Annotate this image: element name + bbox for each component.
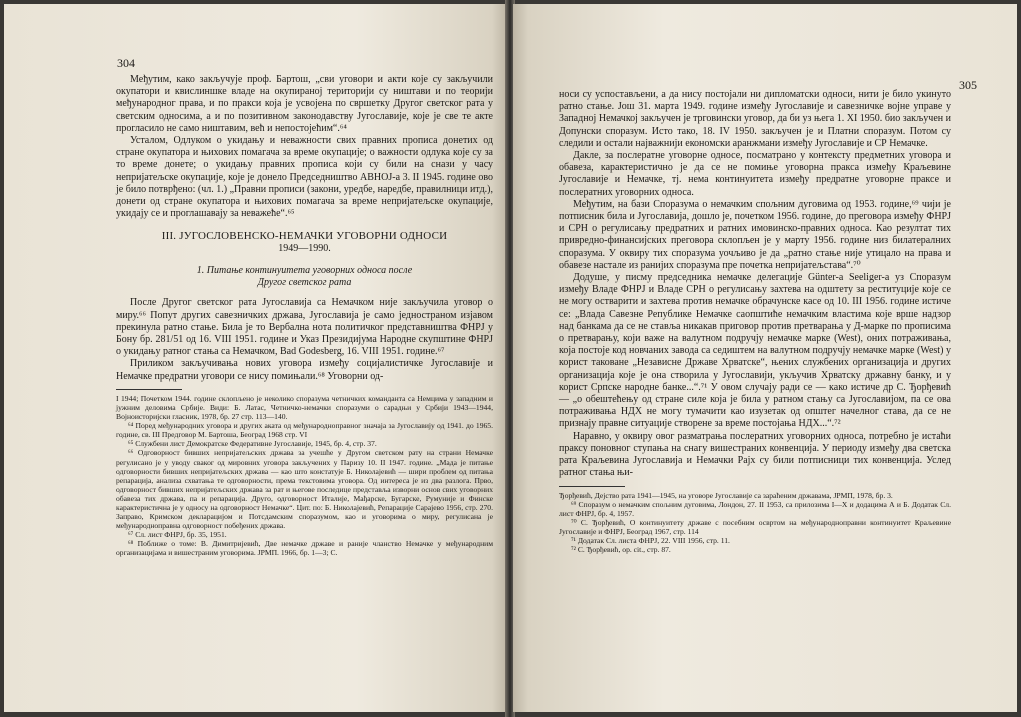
footnote: ⁶⁹ Споразум о немачким спољним дуговима, Лондон, 27. II 1953, са прилозима I—X и додацима А и Б. Додатак Сл. лист ФНРЈ, бр. 4, 1957. — [559, 499, 951, 518]
left-paragraph: Међутим, како закључује проф. Бартош, „сви уговори и акти које су закључили окупатори и квислиншке владе на окупираној територији су ништави и по теорији међународног права, и по пракси која је усвојена по свршетку Другог светског рата у светским односима, а и по позитивном законодавству Југославије, које је све те акте прогласило не само ништавим, већ и непостојећим“.⁶⁴ — [116, 74, 493, 134]
subsection-title-line2: Другог светског рата — [257, 277, 352, 289]
footnote-divider — [116, 389, 182, 390]
right-paragraph: носи су успостављени, а да нису постојали ни дипломатски односи, нити је било укинуто ратно стање. Још 31. марта 1949. године између Југославије и савезничке војне управе у Западној Немачкој закључен је трговински уговор, да би уз њега 1. XI 1950. био закључен и Допунски споразум. Исто тако, 18. IV 1950. закључен је и Платни споразум. Потом су следили и остали најважнији економски аранжмани између Југославије и СР Немачке. — [559, 89, 951, 149]
section-title: III. ЈУГОСЛОВЕНСКО-НЕМАЧКИ УГОВОРНИ ОДНОСИ — [161, 230, 448, 243]
left-page-number: 304 — [117, 56, 135, 70]
footnote: ⁶⁵ Службени лист Демократске Федеративне Југославије, 1945, бр. 4, стр. 37. — [128, 439, 377, 449]
left-page — [4, 4, 507, 712]
right-paragraph: Међутим, на бази Споразума о немачким спољним дуговима од 1953. године,⁶⁹ чији је потписник била и Југославија, дошло је, почетком 1956. године, до преговора између ФНРЈ и СРН о регулисању предратних и ратних имовинско-правних односа. Као резултат тих привредно-финансијских преговора склопљен је у марту 1956. године низ билатералних споразума. У оквиру тих споразума уочљиво је да „ратно стање није утицало на права и обавезе настале из ранијих споразума пре почетка непријатељстава“.⁷⁰ — [559, 198, 951, 271]
subsection-title-line1: 1. Питање континуитета уговорних односа после — [196, 265, 413, 277]
footnote: ⁶⁶ Одговорност бивших непријатељских држава за учешће у Другом светском рату на страни Немачке регулисано је у уводу сваког од мировних уговора закључених у Паризу 10. II 1947. године. „Мада је питање одговорности бивших непријатељских држава — као што констатује Б. Николајевић — шири проблем од питања репарација, анализа схватања те одговорности, према текстовима уговора. Од интереса је из два разлога. Прво, одговорност бивших непријатељских држава за рат и његове последице представља изворни основ свих уговорних обавеза тих држава, па и репарација. Друго, одговорност Италије, Мађарске, Бугарске, Румуније и Финске карактеристична је у односу на одговорност Немачке“. Цит. по: Б. Николајевић, Репарације Сарајево 1956, стр. 270. Заправо, Кримском декларацијом и Потсдамским споразумом, као и уговорима о миру, регулисана је међународноправна одговорност побеђених држава. — [116, 448, 493, 531]
left-paragraph: Усталом, Одлуком о укидању и неважности свих правних прописа донетих од стране окупатора и њихових помагача за време окупације; о важности одлука које су за то време донете; о укидању правних прописа који су били на снази у часу непријатељске окупације, које је донело Председништво АВНОЈ-а 3. II 1945. године ово је било потврђено: (чл. 1.) „Правни прописи (закони, уредбе, наредбе, правилници итд.), донети од стране окупатора и њихових помагача за време непријатељске окупације, укидају се и проглашавају за неважеће“.⁶⁵ — [116, 135, 493, 220]
footnote: ⁶⁸ Поближе о томе: В. Димитријевић, Две немачке државе и раније чланство Немачке у међународним организацијама и вишестраним уговорима. ЈРМП. 1966, бр. 1—3; С. — [116, 539, 493, 558]
footnote: ⁷⁰ С. Ђорђевић, О континуитету државе с посебним освртом на међународноправни континуитет Краљевине Југославије и ФНРЈ, Београд 1967, стр. 114 — [559, 517, 951, 536]
footnote: ⁷² С. Ђорђевић, op. cit., стр. 87. — [571, 545, 671, 555]
right-paragraph: Додуше, у писму председника немачке делегације Günter-a Seeliger-a уз Споразум између Владе ФНРЈ и Владе СРН о регулисању захтева на одштету за реституције које се не могу остварити и захтева против немачке обрачунске касе од 10. III 1956. године истиче се: „Влада Савезне Републике Немачке саопштиће немачким властима које врше надзор над банкама да се не стављa никакав приговор против претварања у Д-марке по прописима о претварању, који важе на валутном подручју немачке марке (West), оних потраживања, која постоје код новчаних завода са седиштем на валутном подручју немачке марке (West) у корист таковане „Независне Државе Хрватске“, њених службених организација и других организација које је она створила у Југославији, укључив Хрватску државну банку, и у корист Српске народне банке...“.⁷¹ У овом случају ради се — како истиче др С. Ђорђевић — „о обештећењу од стране силе која је била у ратном стању са Југославијом, па се ова потраживања НДХ не могу тумачити као изузетак од општег начелног става, да се не признају правне ситуације створене за време постојања НДХ...“.⁷² — [559, 272, 951, 430]
right-page-body — [559, 89, 951, 554]
left-paragraph: Приликом закључивања нових уговора између социјалистичке Југославије и Немачке предратни уговори се нису помињали.⁶⁸ Уговорни од- — [116, 358, 493, 382]
section-years: 1949—1990. — [278, 243, 331, 255]
footnote: ⁶⁴ Поред међународних уговора и других аката од међународноправног значаја за Југославију од 1941. до 1965. године, св. III Предговор М. Бартоша, Београд 1968 стр. VI — [116, 421, 493, 440]
right-paragraph: Дакле, за послератне уговорне односе, посматрано у контексту предметних уговора и обавеза, карактеристично је да се не помиње уговорна пракса између Краљевине Југославије и Немачке, тј. нема континуитета између предратне уговорне праксе и послератних уговорних односа. — [559, 150, 951, 198]
left-footnotes — [116, 394, 493, 558]
footnote: ⁶⁷ Сл. лист ФНРЈ, бр. 35, 1951. — [128, 530, 227, 540]
right-footnotes — [559, 491, 951, 555]
left-page-body — [116, 74, 493, 558]
footnote: Ђорђевић, Дејство рата 1941—1945, на уговоре Југославије са зараћеним државама, ЈРМП, 1978, бр. 3. — [559, 490, 893, 500]
footnote: I 1944; Почетком 1944. године склопљено је неколико споразума четничких команданта са Немцима у западним и јужним деловима Србије. Види: Б. Латас, Четничко-немачки споразуми о сарадњи у Србији 1943—1944, Војноисторијски гласник, 1978, бр. 27 стр. 113—140. — [116, 393, 493, 422]
footnote-divider — [559, 486, 625, 487]
right-paragraph: Наравно, у оквиру овог разматрања послератних уговорних односа, потребно је истаћи праксу поновног ступања на снагу вишестраних конвенција. У периоду између два светска рата Краљевина Југославија и Немачки Рајх су били потписници тих конвенција. Услед ратног стања њи- — [559, 430, 951, 479]
right-page-number: 305 — [959, 78, 977, 92]
right-page — [513, 4, 1017, 712]
left-paragraph: После Другог светског рата Југославија са Немачком није закључила уговор о миру.⁶⁶ Попут других савезничких држава, Југославија је само једностраном изјавом прекинула ратно стање. Била је то Вербална нота политичког представништва ФНРЈ у Бону бр. 281/51 од 16. VIII 1951. године и Указ Президијума Народне скупштине ФНРЈ о укидању ратног стања са Немачком, Bad Godesberg, 16. VIII 1951. године.⁶⁷ — [116, 297, 493, 358]
footnote: ⁷¹ Додатак Сл. листа ФНРЈ, 22. VIII 1956, стр. 11. — [571, 535, 730, 545]
